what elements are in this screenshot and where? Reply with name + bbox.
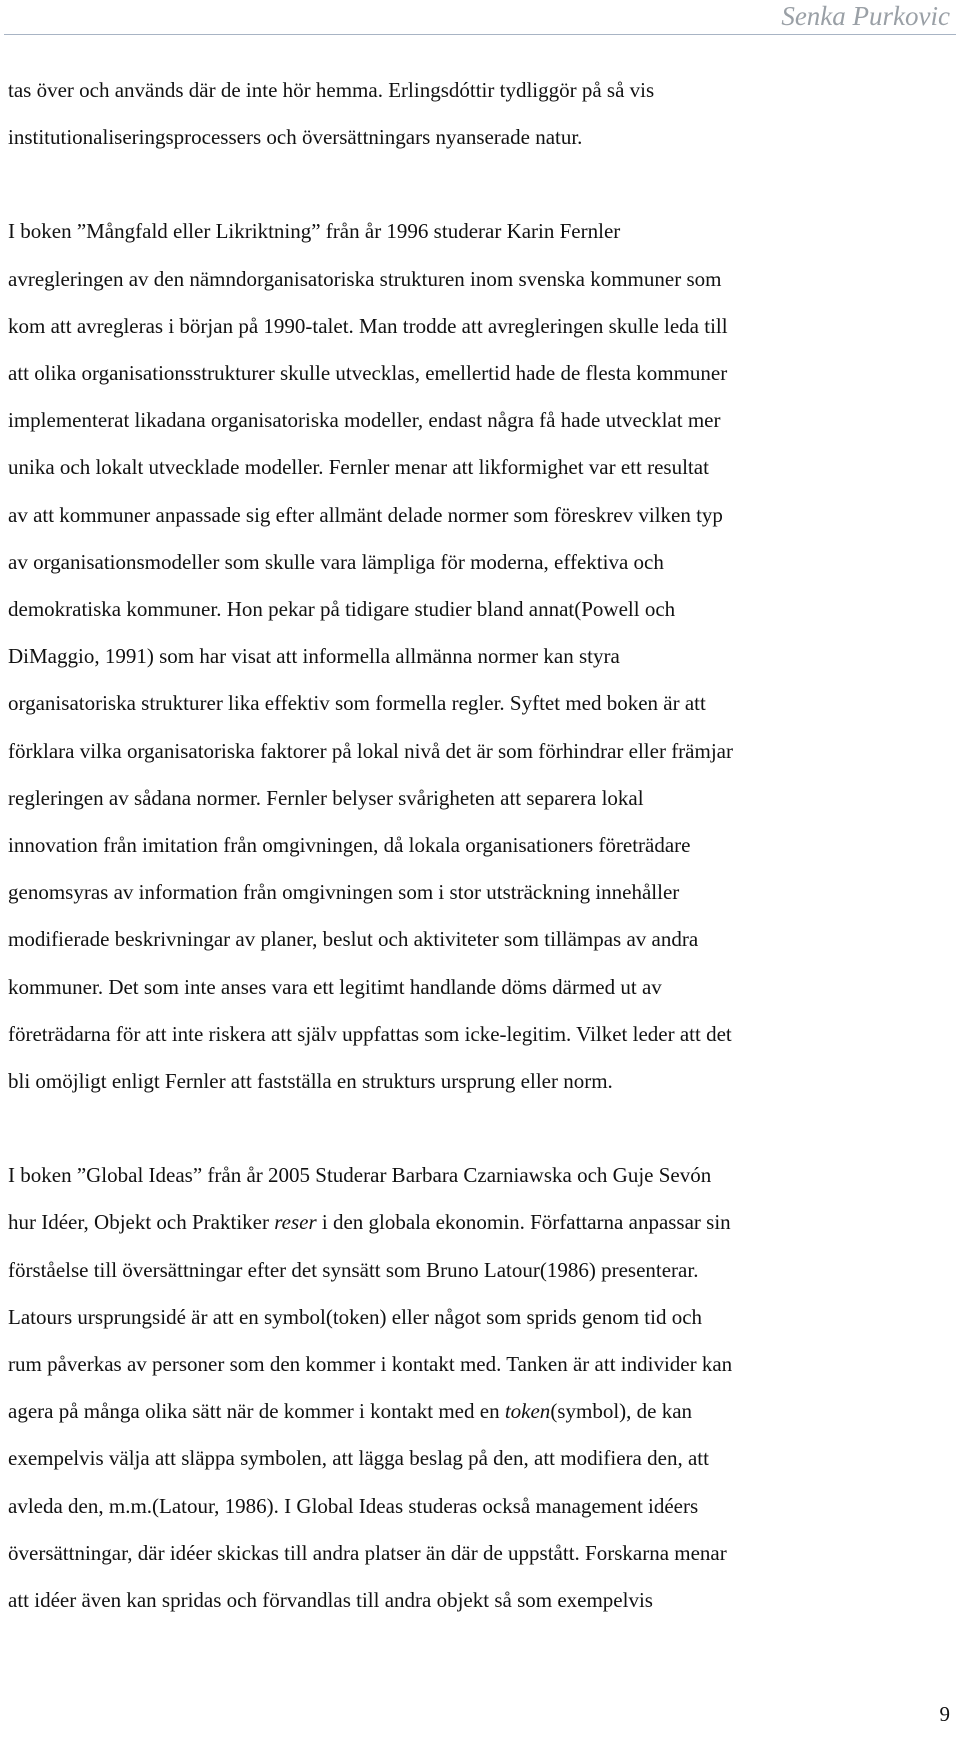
text-line: regleringen av sådana normer. Fernler belyser svårigheten att separera lokal [8,785,644,810]
text-run: hur Idéer, Objekt och Praktiker [8,1210,275,1235]
text-line: modifierade beskrivningar av planer, beslut och aktiviteter som tillämpas av andra [8,927,699,952]
italic-term-token: token [504,1399,551,1424]
text-line: av att kommuner anpassade sig efter allmänt delade normer som föreskrev vilken typ [8,502,723,527]
text-line: I boken ”Mångfald eller Likriktning” från år 1996 studerar Karin Fernler [8,219,621,244]
text-line: kom att avregleras i början på 1990-talet. Man trodde att avregleringen skulle leda till [8,313,728,338]
text-line: implementerat likadana organisatoriska modeller, endast några få hade utvecklat mer [8,408,721,433]
text-line: exempelvis välja att släppa symbolen, att lägga beslag på den, att modifiera den, att [8,1446,709,1471]
running-header-author: Senka Purkovic [781,1,950,31]
paragraph-2 [8,208,953,1105]
text-line: organisatoriska strukturer lika effektiv som formella regler. Syftet med boken är att [8,691,706,716]
text-line: att olika organisationsstrukturer skulle utvecklas, emellertid hade de flesta kommuner [8,361,728,386]
text-line: kommuner. Det som inte anses vara ett legitimt handlande döms därmed ut av [8,974,662,999]
text-run: agera på många olika sätt när de kommer i kontakt med en [8,1399,505,1424]
paragraph-1 [8,67,953,161]
text-line: tas över och används där de inte hör hemma. Erlingsdóttir tydliggör på så vis [8,78,655,102]
italic-term-reser: reser [274,1210,317,1235]
document-body [8,67,953,1624]
text-line: DiMaggio, 1991) som har visat att informella allmänna normer kan styra [8,644,620,669]
text-line: förståelse till översättningar efter det synsätt som Bruno Latour(1986) presenterar. [8,1257,699,1282]
text-line: genomsyras av information från omgivningen som i stor utsträckning innehåller [8,880,680,905]
text-line: avregleringen av den nämndorganisatoriska strukturen inom svenska kommuner som [8,266,722,291]
header-rule [4,34,956,35]
text-line: att idéer även kan spridas och förvandlas till andra objekt så som exempelvis [8,1588,653,1613]
text-line: förklara vilka organisatoriska faktorer på lokal nivå det är som förhindrar eller främjar [8,738,733,763]
text-line: Latours ursprungsidé är att en symbol(token) eller något som sprids genom tid och [8,1304,703,1329]
text-line: institutionaliseringsprocessers och översättningars nyanserade natur. [8,125,583,150]
text-line: bli omöjligt enligt Fernler att fastställa en strukturs ursprung eller norm. [8,1069,613,1094]
text-line: översättningar, där idéer skickas till andra platser än där de uppstått. Forskarna menar [8,1540,727,1565]
paragraph-3 [8,1152,953,1624]
page-header [0,0,960,36]
text-line: innovation från imitation från omgivningen, då lokala organisationers företrädare [8,833,691,858]
text-line: företrädarna för att inte riskera att själv uppfattas som icke-legitim. Vilket leder att det [8,1021,732,1046]
text-line [8,1199,953,1246]
text-run: (symbol), de kan [550,1399,693,1424]
text-line [8,1388,953,1435]
text-line: I boken ”Global Ideas” från år 2005 Studerar Barbara Czarniawska och Guje Sevón [8,1163,712,1188]
page-number: 9 [939,1702,950,1726]
text-line: demokratiska kommuner. Hon pekar på tidigare studier bland annat(Powell och [8,597,676,622]
text-line: unika och lokalt utvecklade modeller. Fernler menar att likformighet var ett resultat [8,455,709,480]
text-line: avleda den, m.m.(Latour, 1986). I Global Ideas studeras också management idéers [8,1493,699,1518]
text-run: i den globala ekonomin. Författarna anpassar sin [316,1210,731,1235]
text-line: av organisationsmodeller som skulle vara lämpliga för moderna, effektiva och [8,549,664,574]
text-line: rum påverkas av personer som den kommer i kontakt med. Tanken är att individer kan [8,1352,733,1377]
